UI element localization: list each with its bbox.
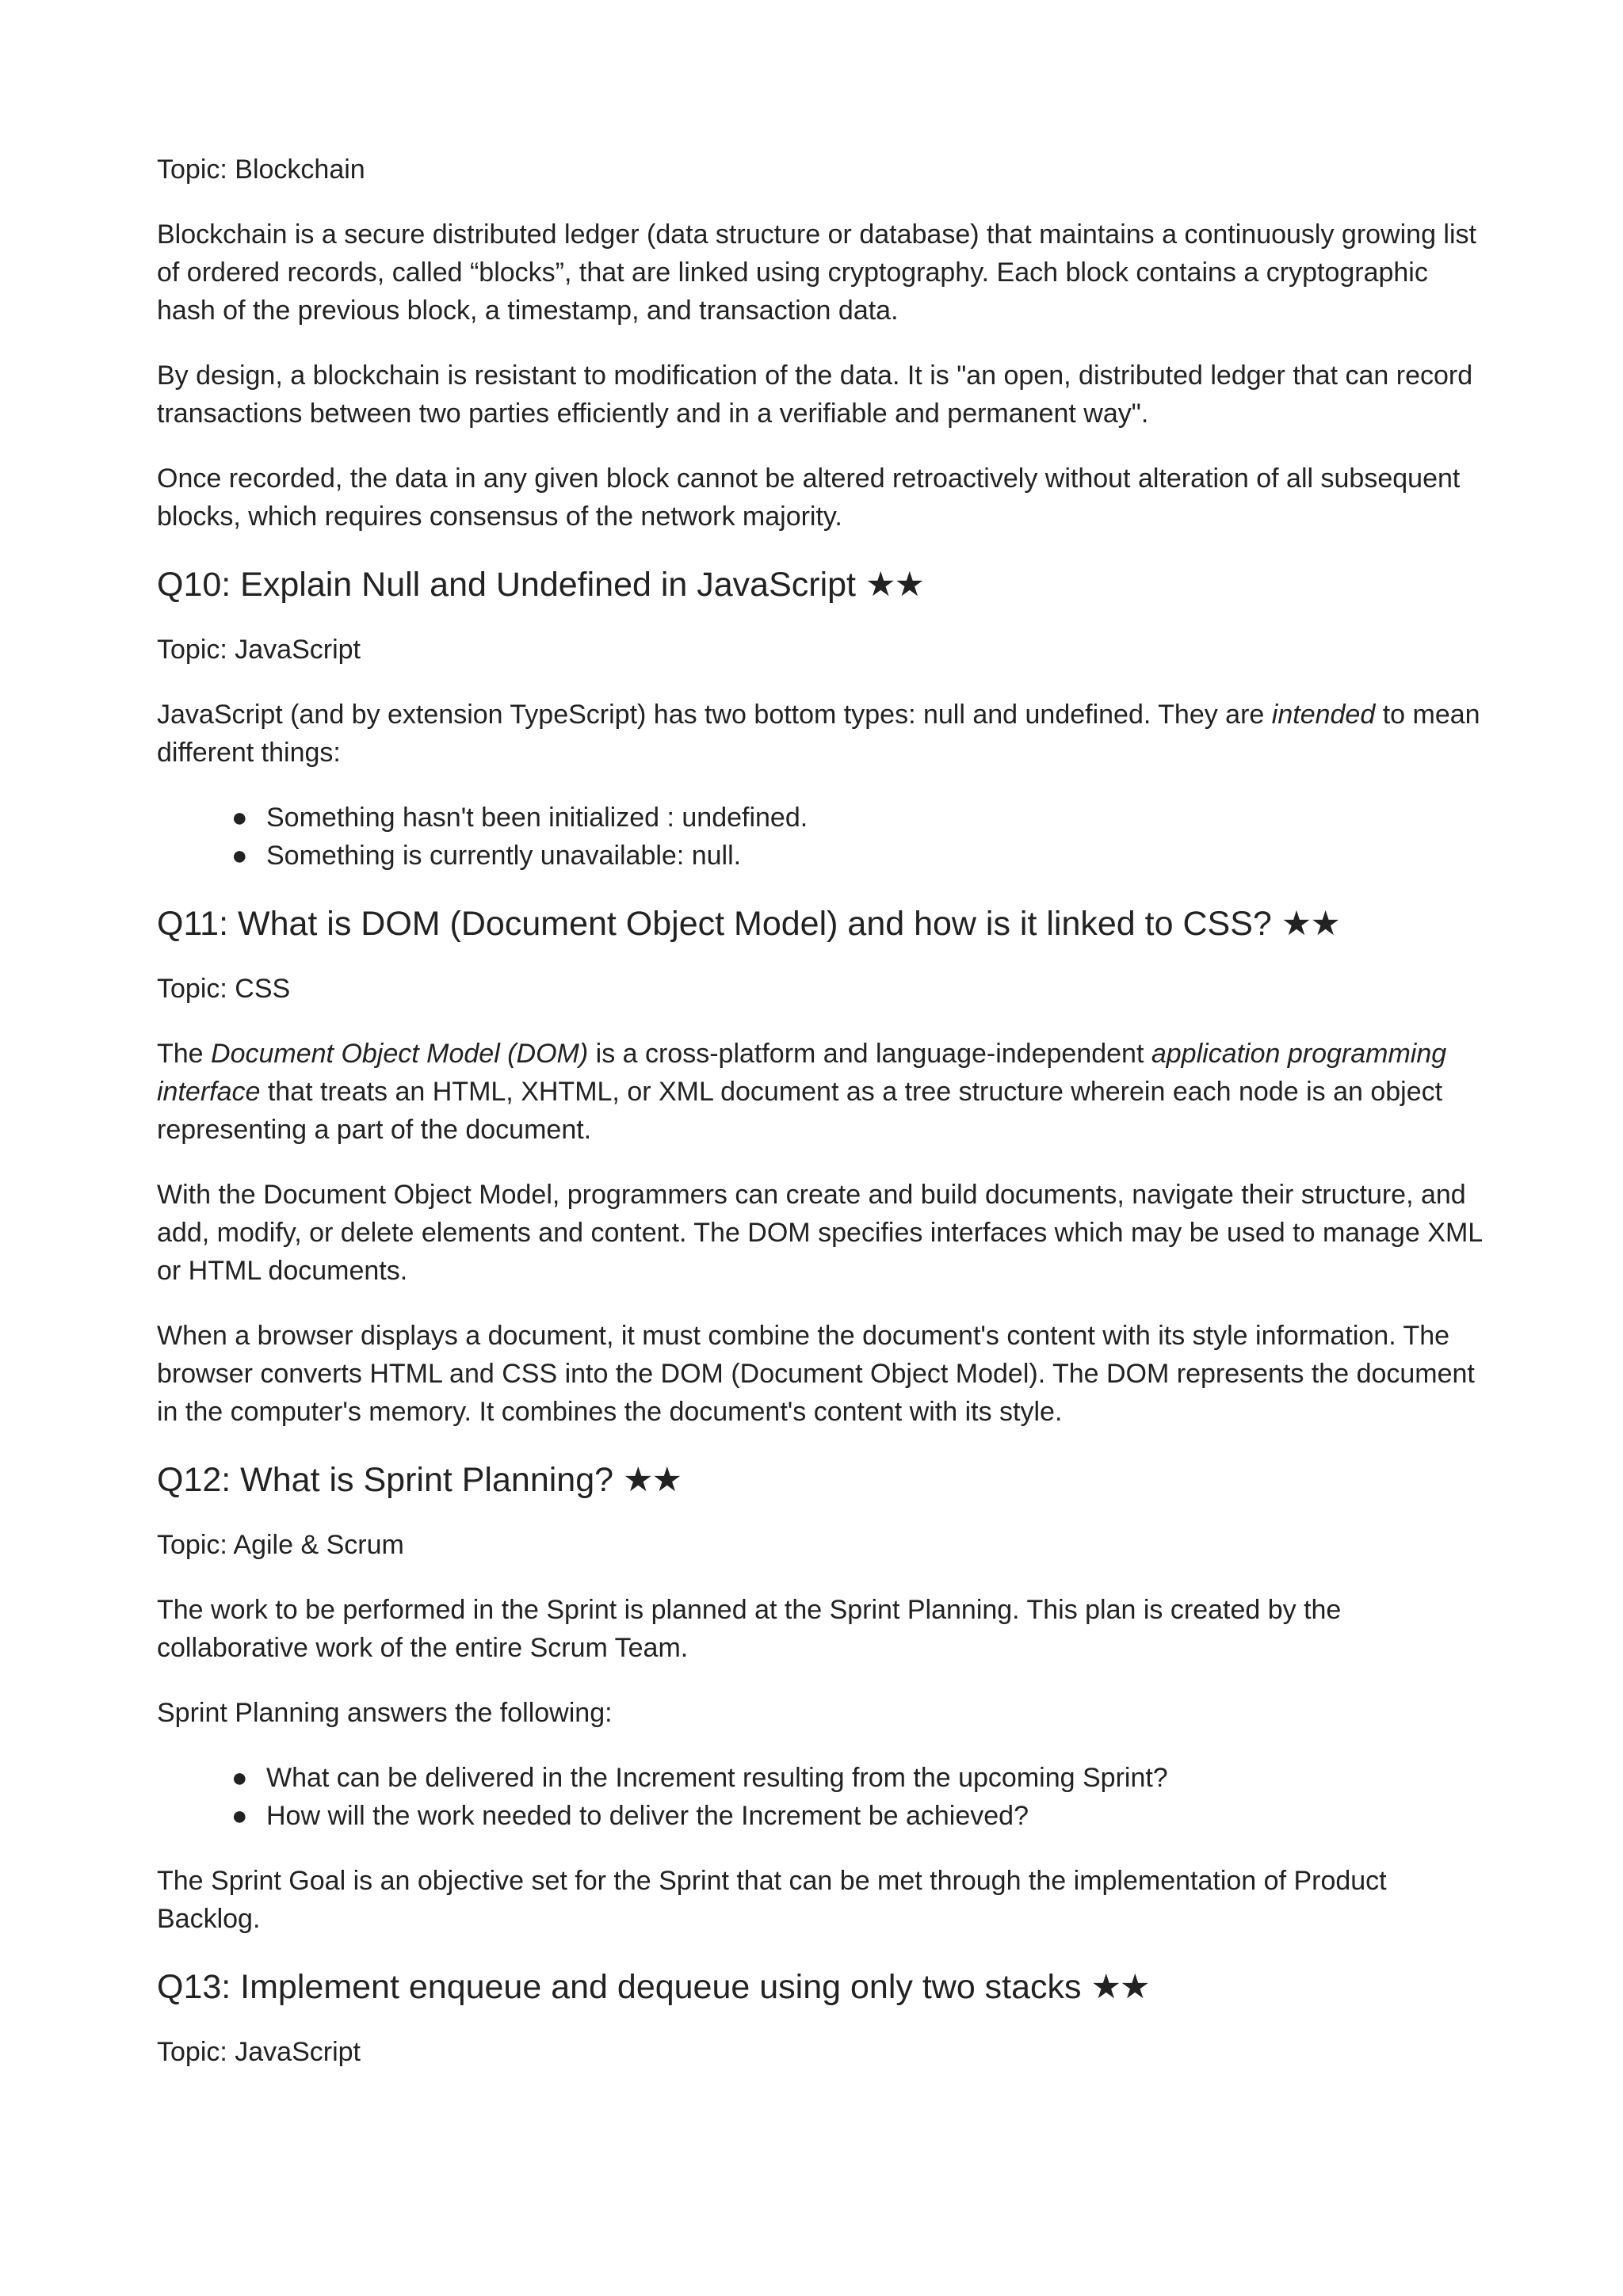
emphasis-text: intended xyxy=(1271,700,1376,730)
difficulty-stars-icon: ★★ xyxy=(865,566,924,604)
question-title: Q11: What is DOM (Document Object Model) and how is it linked to CSS? xyxy=(157,905,1272,943)
list-item-text: Something is currently unavailable: null. xyxy=(266,841,742,871)
topic-label: Topic: Blockchain xyxy=(157,154,365,185)
difficulty-stars-icon: ★★ xyxy=(1281,905,1339,943)
difficulty-stars-icon: ★★ xyxy=(622,1461,682,1499)
paragraph xyxy=(157,696,1488,772)
question-q11 xyxy=(157,902,1488,1431)
text-run: to mean different things: xyxy=(157,700,1480,768)
list-item xyxy=(231,799,1488,837)
text-run: is a cross-platform and language-independent xyxy=(588,1039,1151,1069)
topic-label: Topic: Agile & Scrum xyxy=(157,1530,404,1560)
question-heading xyxy=(157,1965,1488,2009)
text-run: JavaScript (and by extension TypeScript) has two bottom types: null and undefined. They are xyxy=(157,700,1272,730)
question-q10 xyxy=(157,563,1488,875)
topic-label: Topic: CSS xyxy=(157,974,291,1004)
topic-label: Topic: JavaScript xyxy=(157,635,361,665)
question-heading xyxy=(157,902,1488,946)
paragraph: The Sprint Goal is an objective set for the Sprint that can be met through the implementation of Product Backlog. xyxy=(157,1866,1387,1934)
bullet-list xyxy=(157,1759,1488,1835)
bullet-icon: ● xyxy=(231,803,248,833)
text-run: that treats an HTML, XHTML, or XML document as a tree structure wherein each node is an object representing a part of the document. xyxy=(157,1077,1443,1145)
topic-label: Topic: JavaScript xyxy=(157,2037,361,2067)
list-item xyxy=(231,837,1488,875)
paragraph: Blockchain is a secure distributed ledger (data structure or database) that maintains a continuously growing list of ordered records, called “blocks”, that are linked using cryptography. Each block contains a cryptographic hash of the previous block, a timestamp, and transaction data. xyxy=(157,219,1476,326)
bullet-icon: ● xyxy=(231,1763,248,1793)
emphasis-text: Document Object Model (DOM) xyxy=(211,1039,589,1069)
section-blockchain xyxy=(157,151,1488,536)
document-page xyxy=(157,151,1488,2098)
text-run: The xyxy=(157,1039,212,1069)
question-heading xyxy=(157,563,1488,607)
question-heading xyxy=(157,1458,1488,1502)
bullet-icon: ● xyxy=(231,841,248,871)
question-title: Q13: Implement enqueue and dequeue using only two stacks xyxy=(157,1968,1082,2006)
paragraph xyxy=(157,1035,1488,1149)
question-q13 xyxy=(157,1965,1488,2071)
question-title: Q10: Explain Null and Undefined in JavaScript xyxy=(157,566,857,604)
question-q12 xyxy=(157,1458,1488,1938)
paragraph: Sprint Planning answers the following: xyxy=(157,1698,613,1728)
list-item-text: How will the work needed to deliver the Increment be achieved? xyxy=(266,1801,1029,1831)
paragraph: When a browser displays a document, it must combine the document's content with its style information. The browser converts HTML and CSS into the DOM (Document Object Model). The DOM represents the document in the computer's memory. It combines the document's content with its style. xyxy=(157,1321,1475,1427)
bullet-list xyxy=(157,799,1488,875)
emphasis-text: application programming interface xyxy=(157,1039,1447,1107)
difficulty-stars-icon: ★★ xyxy=(1090,1968,1149,2006)
list-item-text: Something hasn't been initialized : undefined. xyxy=(266,803,808,833)
list-item-text: What can be delivered in the Increment resulting from the upcoming Sprint? xyxy=(266,1763,1168,1793)
paragraph: The work to be performed in the Sprint is planned at the Sprint Planning. This plan is created by the collaborative work of the entire Scrum Team. xyxy=(157,1595,1342,1663)
list-item xyxy=(231,1797,1488,1835)
paragraph: By design, a blockchain is resistant to modification of the data. It is "an open, distributed ledger that can record transactions between two parties efficiently and in a verifiable and permanent way". xyxy=(157,360,1473,429)
paragraph: With the Document Object Model, programmers can create and build documents, navigate their structure, and add, modify, or delete elements and content. The DOM specifies interfaces which may be used to manage XML or HTML documents. xyxy=(157,1180,1482,1286)
list-item xyxy=(231,1759,1488,1797)
question-title: Q12: What is Sprint Planning? xyxy=(157,1461,614,1499)
bullet-icon: ● xyxy=(231,1801,248,1831)
paragraph: Once recorded, the data in any given block cannot be altered retroactively without alteration of all subsequent blocks, which requires consensus of the network majority. xyxy=(157,463,1461,532)
